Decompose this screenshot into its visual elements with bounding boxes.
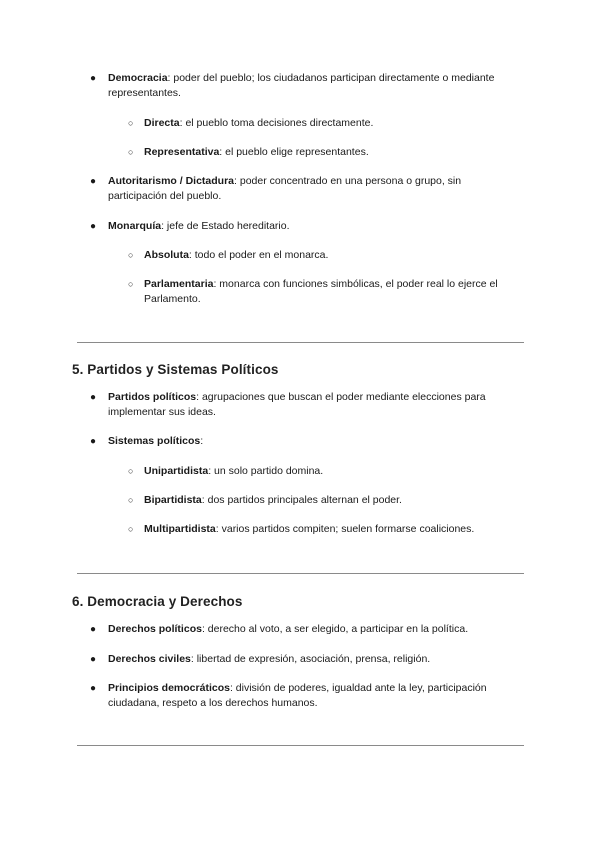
item-term: Autoritarismo / Dictadura bbox=[108, 175, 235, 187]
hollow-bullet-icon: ○ bbox=[128, 279, 134, 289]
hollow-bullet-icon: ○ bbox=[128, 118, 134, 128]
horizontal-divider bbox=[77, 745, 524, 746]
bullet-icon: ● bbox=[90, 73, 97, 84]
horizontal-divider bbox=[77, 573, 524, 574]
bullet-icon: ● bbox=[90, 624, 97, 635]
item-term: Derechos políticos bbox=[108, 623, 202, 635]
item-description: : todo el poder en el monarca. bbox=[188, 249, 329, 261]
item-description: : poder del pueblo; los ciudadanos participan directamente o mediante representantes. bbox=[108, 72, 495, 99]
section-heading: 6. Democracia y Derechos bbox=[72, 594, 243, 609]
item-term: Monarquía bbox=[108, 220, 162, 232]
item-term: Partidos políticos bbox=[108, 391, 197, 403]
list-item-autoritarismo bbox=[90, 174, 513, 204]
hollow-bullet-icon: ○ bbox=[128, 495, 134, 505]
item-description: : división de poderes, igualdad ante la ley, participación ciudadana, respeto a los derechos humanos. bbox=[108, 682, 487, 709]
hollow-bullet-icon: ○ bbox=[128, 466, 134, 476]
list-item-partidos bbox=[90, 390, 513, 420]
sublist-item-multipartidista bbox=[128, 522, 524, 537]
hollow-bullet-icon: ○ bbox=[128, 250, 134, 260]
list-item-monarquia bbox=[90, 219, 513, 234]
item-description: : dos partidos principales alternan el poder. bbox=[201, 494, 402, 506]
hollow-bullet-icon: ○ bbox=[128, 524, 134, 534]
item-description: : monarca con funciones simbólicas, el poder real lo ejerce el Parlamento. bbox=[144, 278, 498, 305]
item-term: Representativa bbox=[144, 146, 220, 158]
list-item-sistemas bbox=[90, 434, 513, 449]
item-description: : poder concentrado en una persona o grupo, sin participación del pueblo. bbox=[108, 175, 462, 202]
list-item-principios bbox=[90, 681, 513, 711]
item-term: Directa bbox=[144, 117, 180, 129]
sublist-item-directa bbox=[128, 116, 524, 131]
item-description: : derecho al voto, a ser elegido, a participar en la política. bbox=[201, 623, 469, 635]
sublist-item-parlamentaria bbox=[128, 277, 524, 307]
horizontal-divider bbox=[77, 342, 524, 343]
bullet-icon: ● bbox=[90, 176, 97, 187]
sublist-item-bipartidista bbox=[128, 493, 524, 508]
item-description: : varios partidos compiten; suelen formarse coaliciones. bbox=[215, 523, 475, 535]
list-item-derechos-politicos bbox=[90, 622, 513, 637]
item-description: : agrupaciones que buscan el poder mediante elecciones para implementar sus ideas. bbox=[108, 391, 486, 418]
item-description: : libertad de expresión, asociación, prensa, religión. bbox=[190, 653, 431, 665]
hollow-bullet-icon: ○ bbox=[128, 147, 134, 157]
sublist-item-representativa bbox=[128, 145, 524, 160]
bullet-icon: ● bbox=[90, 392, 97, 403]
bullet-icon: ● bbox=[90, 683, 97, 694]
item-description: : el pueblo toma decisiones directamente. bbox=[179, 117, 374, 129]
item-term: Unipartidista bbox=[144, 465, 209, 477]
item-term: Sistemas políticos bbox=[108, 435, 201, 447]
item-term: Democracia bbox=[108, 72, 168, 84]
item-term: Multipartidista bbox=[144, 523, 216, 535]
item-term: Bipartidista bbox=[144, 494, 202, 506]
section-heading: 5. Partidos y Sistemas Políticos bbox=[72, 362, 279, 377]
item-description: : jefe de Estado hereditario. bbox=[161, 220, 290, 232]
list-item-derechos-civiles bbox=[90, 652, 513, 667]
bullet-icon: ● bbox=[90, 221, 97, 232]
item-term: Derechos civiles bbox=[108, 653, 191, 665]
item-description: : bbox=[200, 435, 204, 447]
sublist-item-unipartidista bbox=[128, 464, 524, 479]
bullet-icon: ● bbox=[90, 436, 97, 447]
list-item-democracia bbox=[90, 71, 513, 101]
item-description: : un solo partido domina. bbox=[208, 465, 324, 477]
item-term: Absoluta bbox=[144, 249, 189, 261]
item-term: Parlamentaria bbox=[144, 278, 214, 290]
sublist-item-absoluta bbox=[128, 248, 524, 263]
item-term: Principios democráticos bbox=[108, 682, 230, 694]
bullet-icon: ● bbox=[90, 654, 97, 665]
item-description: : el pueblo elige representantes. bbox=[219, 146, 369, 158]
